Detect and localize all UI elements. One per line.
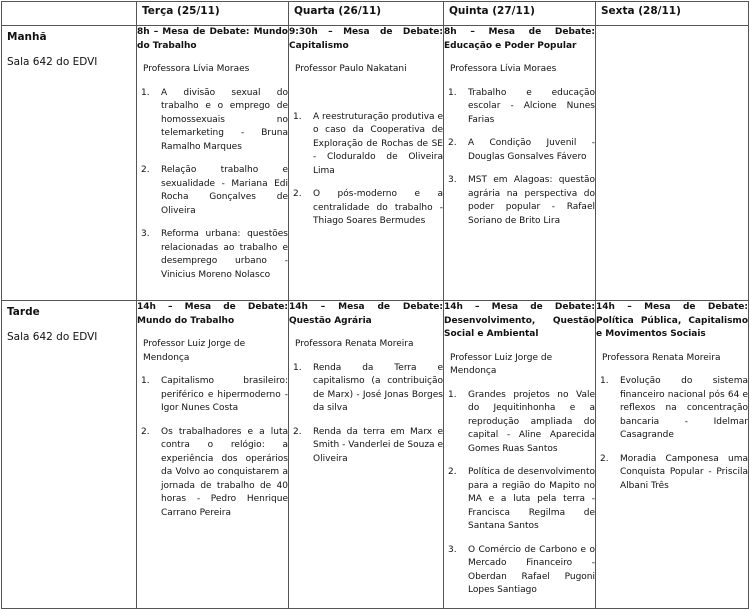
talk-text: Renda da Terra e capitalismo (a contribuição de Marx) - José Jonas Borges da silva xyxy=(313,362,443,413)
talk-text: A divisão sexual do trabalho e o emprego de homossexuais no telemarketing - Bruna Ramalho Marques xyxy=(161,87,288,152)
talk-text: O Comércio de Carbono e o Mercado Financeiro - Oberdan Rafael Pugoni Lopes Santiago xyxy=(468,544,595,595)
talk-item xyxy=(289,362,443,416)
talk-item xyxy=(289,111,443,179)
day-header-friday: Sexta (28/11) xyxy=(596,2,749,26)
day-header-wednesday: Quarta (26/11) xyxy=(289,2,444,26)
day-header-tuesday: Terça (25/11) xyxy=(137,2,289,26)
session-cell xyxy=(137,26,289,301)
session-professor: Professora Renata Moreira xyxy=(295,339,414,349)
talk-item xyxy=(444,466,595,534)
room-label: Sala 642 do EDVI xyxy=(7,331,98,343)
afternoon-row-header xyxy=(2,301,137,609)
talk-number: 1. xyxy=(141,87,150,98)
talk-number: 1. xyxy=(293,362,302,373)
talk-item xyxy=(137,87,288,155)
talk-item xyxy=(289,188,443,229)
talk-list xyxy=(444,389,595,598)
talk-number: 2. xyxy=(141,165,150,175)
talk-text: O pós-moderno e a centralidade do trabalho - Thiago Soares Bermudes xyxy=(313,189,443,226)
talk-number: 1. xyxy=(293,111,302,122)
session-title: 14h – Mesa de Debate: Política Pública, Capitalismo e Movimentos Sociais xyxy=(596,302,748,339)
talk-number: 2. xyxy=(293,189,302,199)
talk-item xyxy=(596,453,748,494)
talk-text: Grandes projetos no Vale do Jequitinhonha e a reprodução ampliada do capital - Aline Aparecida Gomes Ruas Santos xyxy=(468,389,595,454)
session-cell xyxy=(444,301,596,609)
session-cell xyxy=(444,26,596,301)
session-title: 8h – Mesa de Debate: Educação e Poder Popular xyxy=(444,27,595,51)
talk-text: Reforma urbana: questões relacionadas ao trabalho e desemprego urbano - Vinicius Moreno Nolasco xyxy=(161,229,288,280)
morning-row xyxy=(2,26,749,301)
talk-item xyxy=(444,174,595,228)
session-title: 9:30h – Mesa de Debate: Capitalismo xyxy=(289,27,443,51)
talk-number: 2. xyxy=(293,426,302,437)
period-label: Tarde xyxy=(7,306,40,318)
afternoon-row xyxy=(2,301,749,609)
session-cell xyxy=(289,301,444,609)
day-header-thursday: Quinta (27/11) xyxy=(444,2,596,26)
talk-text: Trabalho e educação escolar - Alcione Nunes Farias xyxy=(468,87,595,125)
talk-number: 3. xyxy=(448,544,457,555)
talk-item xyxy=(137,228,288,282)
talk-text: Renda da terra em Marx e Smith - Vanderlei de Souza e Oliveira xyxy=(313,426,443,464)
session-professor: Professora Lívia Moraes xyxy=(143,64,250,74)
talk-item xyxy=(444,389,595,457)
talk-item xyxy=(137,375,288,416)
talk-text: A reestruturação produtiva e o caso da Cooperativa de Exploração de Rochas de SE - Cloduraldo de Oliveira Lima xyxy=(313,111,443,176)
session-title: 14h – Mesa de Debate: Desenvolvimento, Questão Social e Ambiental xyxy=(444,302,595,339)
talk-number: 2. xyxy=(448,467,457,477)
session-professor: Professora Renata Moreira xyxy=(602,352,721,363)
session-professor: Professor Paulo Nakatani xyxy=(295,64,407,74)
talk-number: 1. xyxy=(448,389,457,400)
talk-list xyxy=(289,111,443,229)
talk-number: 2. xyxy=(141,426,150,437)
session-professor: Professora Lívia Moraes xyxy=(450,64,557,74)
talk-text: Moradia Camponesa uma Conquista Popular - Priscila Albani Três xyxy=(620,453,748,491)
talk-item xyxy=(444,87,595,128)
talk-item xyxy=(444,137,595,164)
schedule-table xyxy=(1,1,749,609)
session-title: 14h – Mesa de Debate: Questão Agrária xyxy=(289,302,443,326)
talk-number: 1. xyxy=(141,376,150,386)
talk-number: 2. xyxy=(600,453,609,464)
talk-number: 1. xyxy=(600,376,609,386)
header-row xyxy=(2,2,749,26)
session-professor: Professor Luiz Jorge de Mendonça xyxy=(450,352,553,376)
talk-item xyxy=(444,544,595,598)
empty-session-cell xyxy=(596,26,749,301)
talk-text: MST em Alagoas: questão agrária na perspectiva do poder popular - Rafael Soriano de Brito Lira xyxy=(468,175,595,226)
session-title: 14h – Mesa de Debate: Mundo do Trabalho xyxy=(137,302,288,326)
talk-text: Capitalismo brasileiro: periférico e hipermoderno - Igor Nunes Costa xyxy=(161,376,288,413)
talk-item xyxy=(596,375,748,443)
talk-text: Relação trabalho e sexualidade - Mariana Edi Rocha Gonçalves de Oliveira xyxy=(161,165,288,216)
session-cell xyxy=(137,301,289,609)
talk-list xyxy=(137,87,288,283)
session-professor: Professor Luiz Jorge de Mendonça xyxy=(143,339,246,363)
talk-number: 3. xyxy=(141,229,150,239)
talk-number: 2. xyxy=(448,138,457,148)
corner-cell xyxy=(2,2,137,26)
talk-item xyxy=(137,426,288,521)
session-cell xyxy=(289,26,444,301)
talk-item xyxy=(137,164,288,218)
session-title: 8h – Mesa de Debate: Mundo do Trabalho xyxy=(137,27,288,51)
talk-text: Os trabalhadores e a luta contra o relógio: a experiência dos operários da Volvo ao conquistarem a jornada de trabalho de 40 horas - Pedro Henrique Carrano Pereira xyxy=(161,426,288,518)
talk-text: Evolução do sistema financeiro nacional pós 64 e reflexos na concentração bancaria - Idelmar Casagrande xyxy=(620,376,748,440)
talk-list xyxy=(596,375,748,493)
session-cell xyxy=(596,301,749,609)
talk-list xyxy=(137,375,288,520)
talk-number: 1. xyxy=(448,87,457,98)
talk-item xyxy=(289,426,443,467)
talk-list xyxy=(289,362,443,467)
talk-list xyxy=(444,87,595,229)
morning-row-header xyxy=(2,26,137,301)
talk-text: A Condição Juvenil - Douglas Gonsalves Fávero xyxy=(468,138,595,162)
period-label: Manhã xyxy=(7,31,47,43)
talk-text: Política de desenvolvimento para a região do Mapito no MA e a luta pela terra - Francisca Regilma de Santana Santos xyxy=(468,467,595,531)
talk-number: 3. xyxy=(448,175,457,185)
room-label: Sala 642 do EDVI xyxy=(7,56,98,68)
